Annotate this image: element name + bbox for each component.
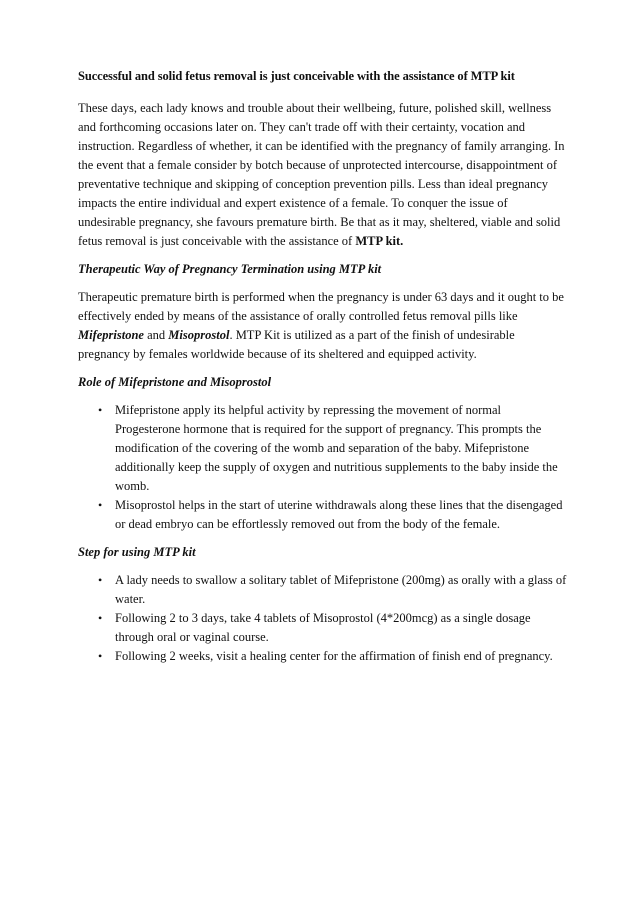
intro-paragraph <box>78 99 568 251</box>
section-heading-steps: Step for using MTP kit <box>78 545 196 559</box>
bullet-icon: • <box>98 611 103 625</box>
document-title: Successful and solid fetus removal is just conceivable with the assistance of MTP kit <box>78 69 515 83</box>
therapeutic-text-after: . MTP Kit is utilized as a part of the finish of undesirable pregnancy by females worldwide because of its sheltered and equipped activity. <box>78 328 515 361</box>
therapeutic-text-before: Therapeutic premature birth is performed when the pregnancy is under 63 days and it ought to be effectively ended by means of the assistance of orally controlled fetus removal pills like <box>78 290 564 323</box>
section-heading-therapeutic-way: Therapeutic Way of Pregnancy Termination using MTP kit <box>78 262 382 276</box>
list-item-text: Following 2 weeks, visit a healing center for the affirmation of finish end of pregnancy. <box>115 649 553 663</box>
list-item <box>78 647 568 666</box>
list-item-text: Misoprostol helps in the start of uterine withdrawals along these lines that the disengaged or dead embryo can be effortlessly removed out from the body of the female. <box>115 498 563 531</box>
section-heading-role: Role of Mifepristone and Misoprostol <box>78 375 272 389</box>
bullet-icon: • <box>98 403 103 417</box>
conjunction-and: and <box>143 328 169 342</box>
bullet-icon: • <box>98 498 103 512</box>
list-item <box>78 609 568 647</box>
intro-bold-tail: MTP kit. <box>355 234 404 248</box>
list-item <box>78 401 568 496</box>
document-page <box>78 68 568 676</box>
drug-misoprostol: Misoprostol <box>168 328 230 342</box>
list-item <box>78 571 568 609</box>
list-item <box>78 496 568 534</box>
therapeutic-paragraph <box>78 288 568 364</box>
drug-mifepristone: Mifepristone <box>78 328 144 342</box>
role-bullet-list <box>78 401 568 534</box>
steps-bullet-list <box>78 571 568 666</box>
bullet-icon: • <box>98 573 103 587</box>
list-item-text: Following 2 to 3 days, take 4 tablets of Misoprostol (4*200mcg) as a single dosage through oral or vaginal course. <box>115 611 531 644</box>
intro-text: These days, each lady knows and trouble about their wellbeing, future, polished skill, wellness and forthcoming occasions later on. They can't trade off with their certainty, vocation and instruction. Regardless of whether, it can be identified with the pregnancy of family arranging. In the event that a female consider by botch because of unprotected intercourse, disappointment of preventative technique and skipping of conception prevention pills. Less than ideal pregnancy impacts the entire individual and expert existence of a female. To conquer the issue of undesirable pregnancy, she favours premature birth. Be that as it may, sheltered, viable and solid fetus removal is just conceivable with the assistance of <box>78 101 565 248</box>
list-item-text: A lady needs to swallow a solitary tablet of Mifepristone (200mg) as orally with a glass of water. <box>115 573 567 606</box>
bullet-icon: • <box>98 649 103 663</box>
list-item-text: Mifepristone apply its helpful activity by repressing the movement of normal Progesterone hormone that is required for the support of pregnancy. This prompts the modification of the covering of the womb and separation of the baby. Mifepristone additionally keep the supply of oxygen and nutritious supplements to the baby inside the womb. <box>115 403 558 493</box>
